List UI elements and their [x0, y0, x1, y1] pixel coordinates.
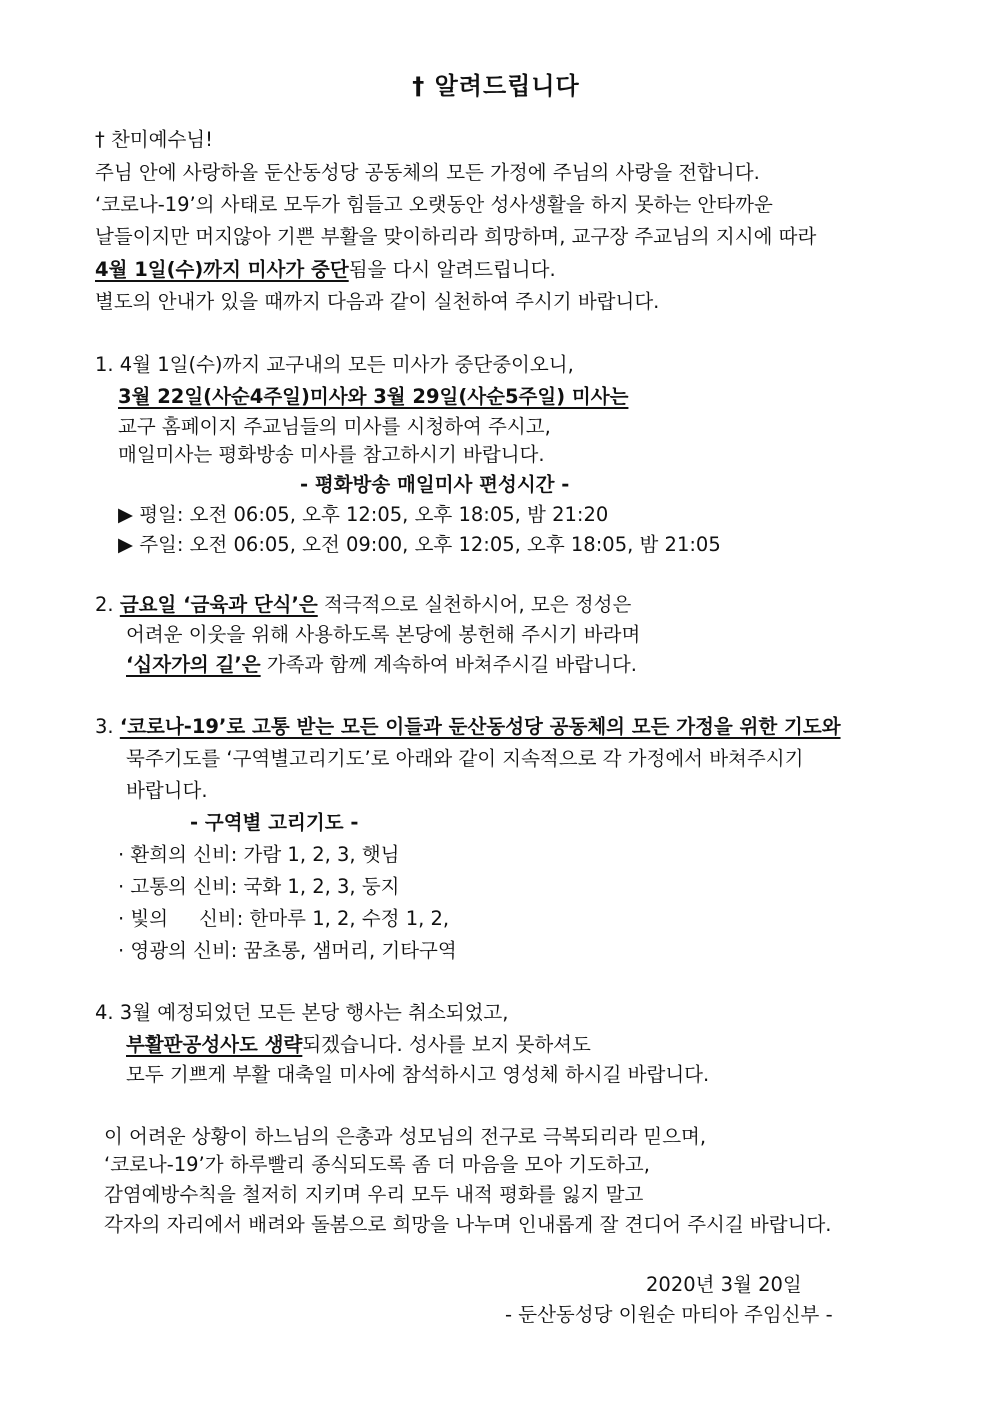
- item3-line-3: 바랍니다.: [126, 779, 208, 802]
- schedule-weekday: ▶ 평일: 오전 06:05, 오후 12:05, 오후 18:05, 밤 21:20: [118, 503, 609, 526]
- confession-cancelled: 부활판공성사도 생략: [126, 1033, 303, 1056]
- item1-line-1: 1. 4월 1일(수)까지 교구내의 모든 미사가 중단중이오니,: [95, 353, 574, 376]
- item2-line-1-rest: 적극적으로 실천하시어, 모은 정성은: [317, 593, 632, 616]
- rosary-row-joyful: · 환희의 신비: 가람 1, 2, 3, 햇님: [118, 843, 400, 866]
- greeting: † 찬미예수님!: [95, 128, 213, 151]
- item1-line-4: 매일미사는 평화방송 미사를 참고하시기 바랍니다.: [118, 443, 545, 466]
- item2-line-3-rest: 가족과 함께 계속하여 바쳐주시길 바랍니다.: [260, 653, 637, 676]
- friday-fasting: 금요일 ‘금육과 단식’은: [119, 593, 318, 616]
- intro-line-4: [95, 255, 556, 285]
- intro-line-5: 별도의 안내가 있을 때까지 다음과 같이 실천하여 주시기 바랍니다.: [95, 290, 660, 313]
- way-of-cross: ‘십자가의 길’은: [126, 653, 261, 676]
- schedule-sunday: ▶ 주일: 오전 06:05, 오전 09:00, 오후 12:05, 오후 18:05, 밤 21:05: [118, 533, 721, 556]
- document-date: 2020년 3월 20일: [646, 1273, 802, 1296]
- item3-line-2: 묵주기도를 ‘구역별고리기도’로 아래와 같이 지속적으로 각 가정에서 바쳐주시기: [126, 747, 804, 770]
- closing-line-3: 감염예방수칙을 철저히 지키며 우리 모두 내적 평화를 잃지 말고: [104, 1183, 644, 1206]
- rosary-row-sorrowful: · 고통의 신비: 국화 1, 2, 3, 둥지: [118, 875, 400, 898]
- rosary-row-glorious: · 영광의 신비: 꿈초롱, 샘머리, 기타구역: [118, 939, 457, 962]
- item4-line-1: 4. 3월 예정되었던 모든 본당 행사는 취소되었고,: [95, 1001, 509, 1024]
- intro-line-4-rest: 됨을 다시 알려드립니다.: [348, 258, 556, 281]
- item1-subheading: - 평화방송 매일미사 편성시간 -: [300, 473, 570, 496]
- signature: - 둔산동성당 이원순 마티아 주임신부 -: [505, 1303, 833, 1326]
- mass-suspension-notice: 4월 1일(수)까지 미사가 중단: [95, 258, 349, 281]
- item4-line-2-rest: 되겠습니다. 성사를 보지 못하셔도: [302, 1033, 591, 1056]
- prayer-intention: ‘코로나-19’로 고통 받는 모든 이들과 둔산동성당 공동체의 모든 가정을 위한 기도와: [119, 715, 841, 738]
- item4-line-3: 모두 기쁘게 부활 대축일 미사에 참석하시고 영성체 하시길 바랍니다.: [126, 1063, 710, 1086]
- item3-subheading: - 구역별 고리기도 -: [190, 811, 359, 834]
- intro-line-2: ‘코로나-19’의 사태로 모두가 힘들고 오랫동안 성사생활을 하지 못하는 안타까운: [95, 193, 773, 216]
- item2-line-2: 어려운 이웃을 위해 사용하도록 본당에 봉헌해 주시기 바라며: [126, 623, 641, 646]
- item2-line-3: [126, 650, 637, 680]
- item3-line-1: [95, 712, 841, 742]
- closing-line-1: 이 어려운 상황이 하느님의 은총과 성모님의 전구로 극복되리라 믿으며,: [104, 1125, 707, 1148]
- closing-line-2: ‘코로나-19’가 하루빨리 종식되도록 좀 더 마음을 모아 기도하고,: [104, 1153, 650, 1176]
- item3-number: 3.: [95, 715, 114, 738]
- page-title: † 알려드립니다: [412, 72, 580, 100]
- closing-line-4: 각자의 자리에서 배려와 돌봄으로 희망을 나누며 인내롭게 잘 견디어 주시길 바랍니다.: [104, 1213, 832, 1236]
- item2-line-1: [95, 590, 631, 620]
- rosary-row-luminous: · 빛의 신비: 한마루 1, 2, 수정 1, 2,: [118, 907, 450, 930]
- item1-line-3: 교구 홈페이지 주교님들의 미사를 시청하여 주시고,: [118, 415, 551, 438]
- item1-line-2: 3월 22일(사순4주일)미사와 3월 29일(사순5주일) 미사는: [118, 385, 629, 408]
- intro-line-3: 날들이지만 머지않아 기쁜 부활을 맞이하리라 희망하며, 교구장 주교님의 지시에 따라: [95, 225, 817, 248]
- item4-line-2: [126, 1030, 591, 1060]
- intro-line-1: 주님 안에 사랑하올 둔산동성당 공동체의 모든 가정에 주님의 사랑을 전합니다.: [95, 161, 760, 184]
- item2-number: 2.: [95, 593, 114, 616]
